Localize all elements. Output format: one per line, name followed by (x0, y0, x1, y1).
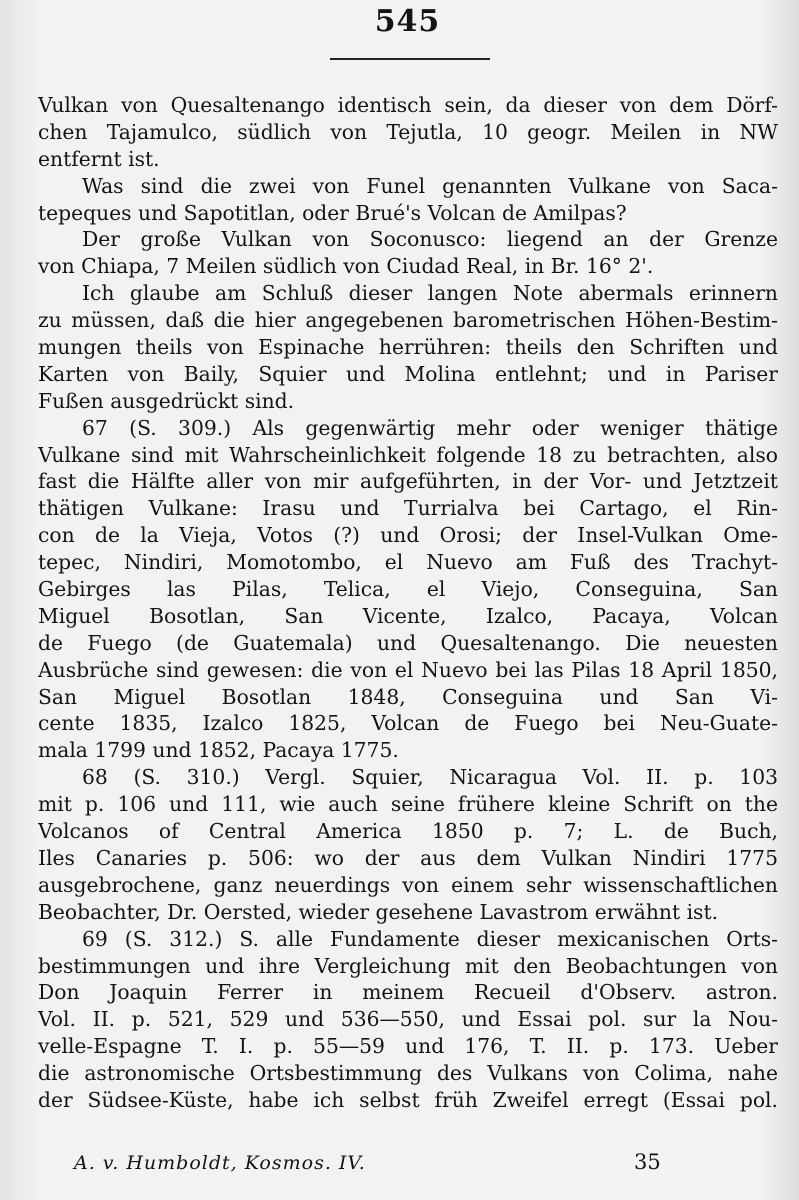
body-text (38, 92, 778, 1114)
text-line: Ausbrüche sind gewesen: die von el Nuevo bei las Pilas 18 April 1850, (38, 657, 778, 682)
text-line: Ich glaube am Schluß dieser langen Note abermals erinnern (82, 281, 778, 306)
text-line: Fußen ausgedrückt sind. (38, 388, 295, 413)
text-line: mala 1799 und 1852, Pacaya 1775. (38, 738, 399, 763)
text-line: San Miguel Bosotlan 1848, Conseguina und San Vi- (38, 684, 778, 709)
text-line: Don Joaquin Ferrer in meinem Recueil d'Observ. astron. (38, 980, 778, 1005)
text-line: 67 (S. 309.) Als gegenwärtig mehr oder weniger thätige (82, 415, 778, 440)
text-line: mit p. 106 und 111, wie auch seine frühere kleine Schrift on the (38, 792, 778, 817)
text-line: fast die Hälfte aller von mir aufgeführten, in der Vor- und Jetztzeit (38, 469, 778, 494)
text-line: Karten von Baily, Squier und Molina entlehnt; und in Pariser (38, 361, 778, 386)
text-line: Vulkan von Quesaltenango identisch sein, da dieser von dem Dörf- (38, 93, 778, 117)
text-line: con de la Vieja, Votos (?) und Orosi; der Insel-Vulkan Ome- (38, 523, 778, 548)
text-line: 68 (S. 310.) Vergl. Squier, Nicaragua Vol. II. p. 103 (82, 765, 778, 790)
page-number: 545 (374, 4, 441, 39)
text-line: die astronomische Ortsbestimmung des Vulkans von Colima, nahe (38, 1061, 778, 1086)
text-line: chen Tajamulco, südlich von Tejutla, 10 geogr. Meilen in NW (38, 119, 778, 144)
text-line: bestimmungen und ihre Vergleichung mit den Beobachtungen von (38, 953, 778, 978)
text-line: Vol. II. p. 521, 529 und 536—550, und Essai pol. sur la Nou- (38, 1007, 778, 1032)
text-line: cente 1835, Izalco 1825, Volcan de Fuego bei Neu-Guate- (38, 711, 778, 736)
text-line: Miguel Bosotlan, San Vicente, Izalco, Pacaya, Volcan (38, 603, 778, 628)
text-line: tepeques und Sapotitlan, oder Brué's Volcan de Amilpas? (38, 200, 627, 225)
text-line: Gebirges las Pilas, Telica, el Viejo, Conseguina, San (38, 577, 778, 602)
text-line: tepec, Nindiri, Momotombo, el Nuevo am Fuß des Trachyt- (38, 550, 778, 575)
text-line: Beobachter, Dr. Oersted, wieder gesehene Lavastrom erwähnt ist. (38, 899, 719, 924)
text-line: der Südsee-Küste, habe ich selbst früh Zweifel erregt (Essai pol. (38, 1087, 778, 1112)
text-line: Der große Vulkan von Soconusco: liegend an der Grenze (82, 227, 778, 252)
signature-number: 35 (634, 1150, 661, 1174)
text-line: ausgebrochene, ganz neuerdings von einem sehr wissenschaftlichen (38, 872, 778, 897)
signature-mark: A. v. Humboldt, Kosmos. IV. (74, 1152, 366, 1174)
text-line: Iles Canaries p. 506: wo der aus dem Vulkan Nindiri 1775 (38, 845, 778, 870)
text-line: von Chiapa, 7 Meilen südlich von Ciudad Real, in Br. 16° 2'. (38, 254, 654, 279)
text-line: thätigen Vulkane: Irasu und Turrialva bei Cartago, el Rin- (38, 496, 778, 521)
text-line: zu müssen, daß die hier angegebenen barometrischen Höhen-Bestim- (38, 308, 778, 333)
header-rule (330, 58, 490, 60)
text-line: de Fuego (de Guatemala) und Quesaltenango. Die neuesten (38, 630, 778, 655)
text-line: 69 (S. 312.) S. alle Fundamente dieser mexicanischen Orts- (82, 926, 778, 951)
text-line: Volcanos of Central America 1850 p. 7; L. de Buch, (38, 819, 778, 844)
text-line: velle-Espagne T. I. p. 55—59 und 176, T. II. p. 173. Ueber (38, 1034, 778, 1059)
text-line: Was sind die zwei von Funel genannten Vulkane von Saca- (82, 173, 778, 198)
text-line: mungen theils von Espinache herrühren: theils den Schriften und (38, 335, 778, 360)
text-line: Vulkane sind mit Wahrscheinlichkeit folgende 18 zu betrachten, also (38, 442, 778, 467)
text-line: entfernt ist. (38, 146, 160, 171)
